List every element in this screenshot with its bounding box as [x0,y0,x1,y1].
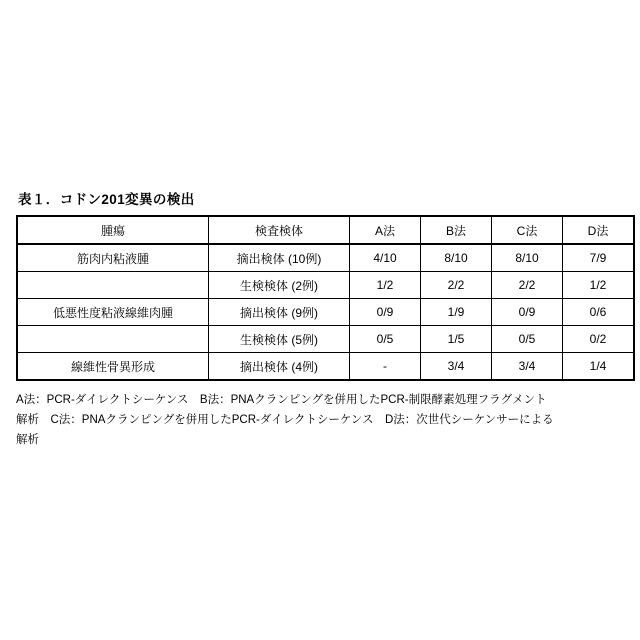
table-header [17,216,634,244]
footnote-line-2: 解析 C法：PNAクランピングを併用したPCR-ダイレクトシーケンス D法：次世代シーケンサーによる [16,414,554,427]
footnote-line-1: A法：PCR-ダイレクトシーケンス B法：PNAクランピングを併用したPCR-制限酵素処理フラグメント [16,394,547,406]
table-row [17,353,634,381]
tumor-name: 線維性骨異形成 [17,353,209,381]
value-method-d: 0/6 [563,299,635,326]
value-method-c: 3/4 [492,353,563,381]
value-method-a: - [350,353,421,381]
value-method-a: 1/2 [350,272,421,299]
value-method-c: 2/2 [492,272,563,299]
value-method-c: 0/9 [492,299,563,326]
table-row [17,272,634,299]
tumor-name: 筋肉内粘液腫 [17,244,209,272]
column-header-tumor: 腫瘍 [17,216,209,244]
specimen-type: 摘出検体 (9例) [209,299,350,326]
value-method-b: 2/2 [421,272,492,299]
value-method-d: 1/4 [563,353,635,381]
value-method-b: 1/5 [421,326,492,353]
footnote-line-3: 解析 [16,434,39,447]
value-method-a: 4/10 [350,244,421,272]
specimen-type: 摘出検体 (10例) [209,244,350,272]
value-method-b: 1/9 [421,299,492,326]
value-method-b: 8/10 [421,244,492,272]
value-method-c: 8/10 [492,244,563,272]
specimen-type: 生検検体 (5例) [209,326,350,353]
table-footnotes [16,390,628,450]
value-method-d: 7/9 [563,244,635,272]
value-method-d: 1/2 [563,272,635,299]
specimen-type: 生検検体 (2例) [209,272,350,299]
value-method-b: 3/4 [421,353,492,381]
table-body [17,244,634,380]
tumor-name [17,272,209,299]
tumor-name: 低悪性度粘液線維肉腫 [17,299,209,326]
column-header-method-d: D法 [563,216,635,244]
table-caption: 表１．コドン201変異の検出 [18,192,195,207]
value-method-c: 0/5 [492,326,563,353]
table-row [17,326,634,353]
column-header-specimen: 検査検体 [209,216,350,244]
column-header-method-b: B法 [421,216,492,244]
table-row [17,299,634,326]
value-method-a: 0/5 [350,326,421,353]
table-row [17,244,634,272]
column-header-method-a: A法 [350,216,421,244]
codon-mutation-table [16,215,635,381]
value-method-a: 0/9 [350,299,421,326]
table-header-row [17,216,634,244]
value-method-d: 0/2 [563,326,635,353]
specimen-type: 摘出検体 (4例) [209,353,350,381]
column-header-method-c: C法 [492,216,563,244]
tumor-name [17,326,209,353]
